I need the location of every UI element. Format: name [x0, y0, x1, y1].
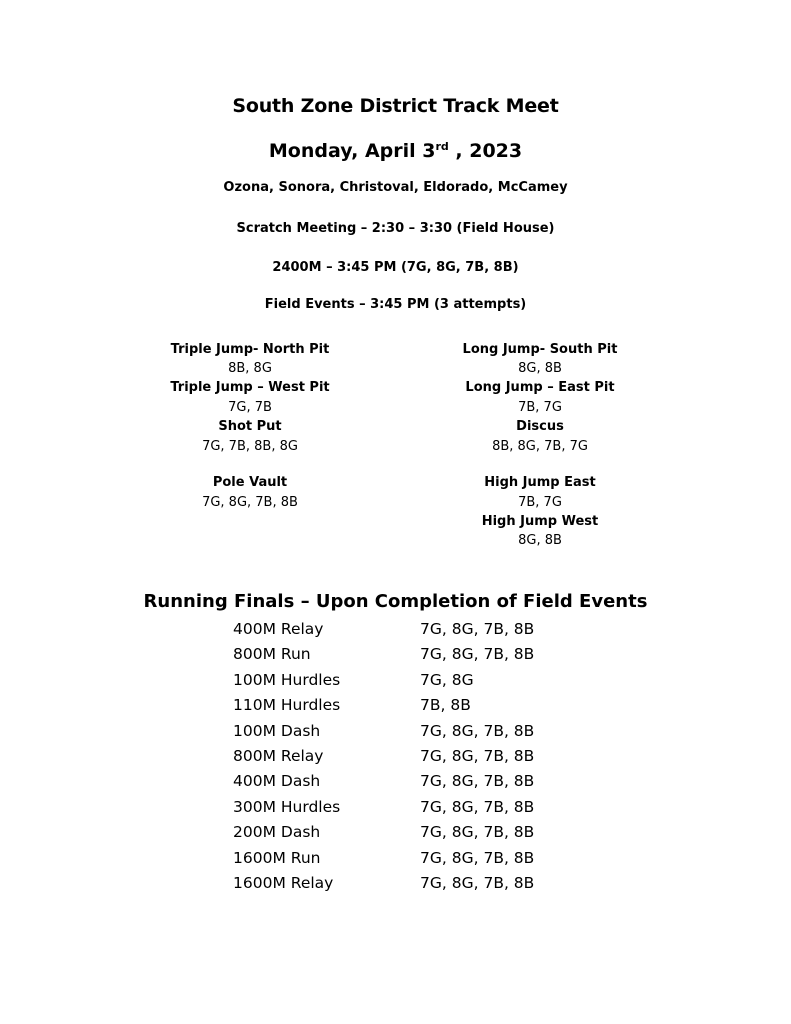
finals-event: 1600M Relay: [233, 874, 334, 892]
field-event-name: Long Jump – East Pit: [465, 380, 615, 395]
finals-groups: 7G, 8G, 7B, 8B: [420, 772, 535, 790]
finals-event: 400M Relay: [233, 620, 324, 638]
finals-event: 100M Dash: [233, 722, 321, 740]
finals-event: 300M Hurdles: [233, 798, 341, 816]
finals-event: 1600M Run: [233, 849, 321, 867]
field-event-groups: 8B, 8G: [228, 361, 272, 376]
field-event-name: Pole Vault: [212, 475, 288, 490]
finals-groups: 7G, 8G, 7B, 8B: [420, 620, 535, 638]
field-event-name: Triple Jump – West Pit: [170, 380, 330, 395]
table-row: [0, 823, 791, 845]
field-events-time: Field Events – 3:45 PM (3 attempts): [264, 297, 527, 312]
finals-groups: 7G, 8G, 7B, 8B: [420, 823, 535, 841]
field-event-groups: 7G, 8G, 7B, 8B: [202, 495, 298, 510]
finals-groups: 7G, 8G, 7B, 8B: [420, 849, 535, 867]
field-event-name: Discus: [516, 419, 564, 434]
field-event-name: High Jump East: [484, 475, 596, 490]
finals-event: 200M Dash: [233, 823, 321, 841]
field-event-groups: 8G, 8B: [518, 361, 562, 376]
field-event-groups: 7B, 7G: [518, 495, 562, 510]
date-main: Monday, April 3: [268, 140, 436, 162]
distance-event-time: 2400M – 3:45 PM (7G, 8G, 7B, 8B): [272, 260, 519, 275]
finals-event: 110M Hurdles: [233, 696, 341, 714]
finals-event: 800M Relay: [233, 747, 324, 765]
meet-title: South Zone District Track Meet: [232, 95, 559, 117]
table-row: [0, 671, 791, 693]
running-finals-heading: Running Finals – Upon Completion of Field Events: [143, 591, 648, 612]
finals-event: 400M Dash: [233, 772, 321, 790]
field-event-groups: 7B, 7G: [518, 400, 562, 415]
table-row: [0, 798, 791, 820]
field-event-groups: 7G, 7B: [228, 400, 272, 415]
finals-groups: 7G, 8G, 7B, 8B: [420, 747, 535, 765]
table-row: [0, 874, 791, 896]
table-row: [0, 772, 791, 794]
finals-event: 100M Hurdles: [233, 671, 341, 689]
field-event-groups: 8G, 8B: [518, 533, 562, 548]
table-row: [0, 747, 791, 769]
finals-event: 800M Run: [233, 645, 311, 663]
table-row: [0, 849, 791, 871]
finals-groups: 7G, 8G: [420, 671, 474, 689]
finals-groups: 7G, 8G, 7B, 8B: [420, 798, 535, 816]
field-event-name: High Jump West: [481, 514, 599, 529]
field-event-groups: 8B, 8G, 7B, 7G: [492, 439, 588, 454]
field-event-name: Triple Jump- North Pit: [170, 342, 330, 357]
field-event-groups: 7G, 7B, 8B, 8G: [202, 439, 298, 454]
table-row: [0, 722, 791, 744]
table-row: [0, 645, 791, 667]
finals-groups: 7G, 8G, 7B, 8B: [420, 645, 535, 663]
field-event-name: Long Jump- South Pit: [462, 342, 618, 357]
table-row: [0, 620, 791, 642]
finals-groups: 7G, 8G, 7B, 8B: [420, 874, 535, 892]
scratch-meeting: Scratch Meeting – 2:30 – 3:30 (Field House): [236, 221, 555, 236]
finals-groups: 7B, 8B: [420, 696, 471, 714]
date-year: , 2023: [448, 140, 523, 162]
finals-groups: 7G, 8G, 7B, 8B: [420, 722, 535, 740]
date-ordinal-suffix: rd: [435, 140, 449, 153]
participating-schools: Ozona, Sonora, Christoval, Eldorado, McCamey: [223, 180, 568, 195]
field-event-name: Shot Put: [218, 419, 282, 434]
table-row: [0, 696, 791, 718]
meet-date: [0, 140, 791, 162]
